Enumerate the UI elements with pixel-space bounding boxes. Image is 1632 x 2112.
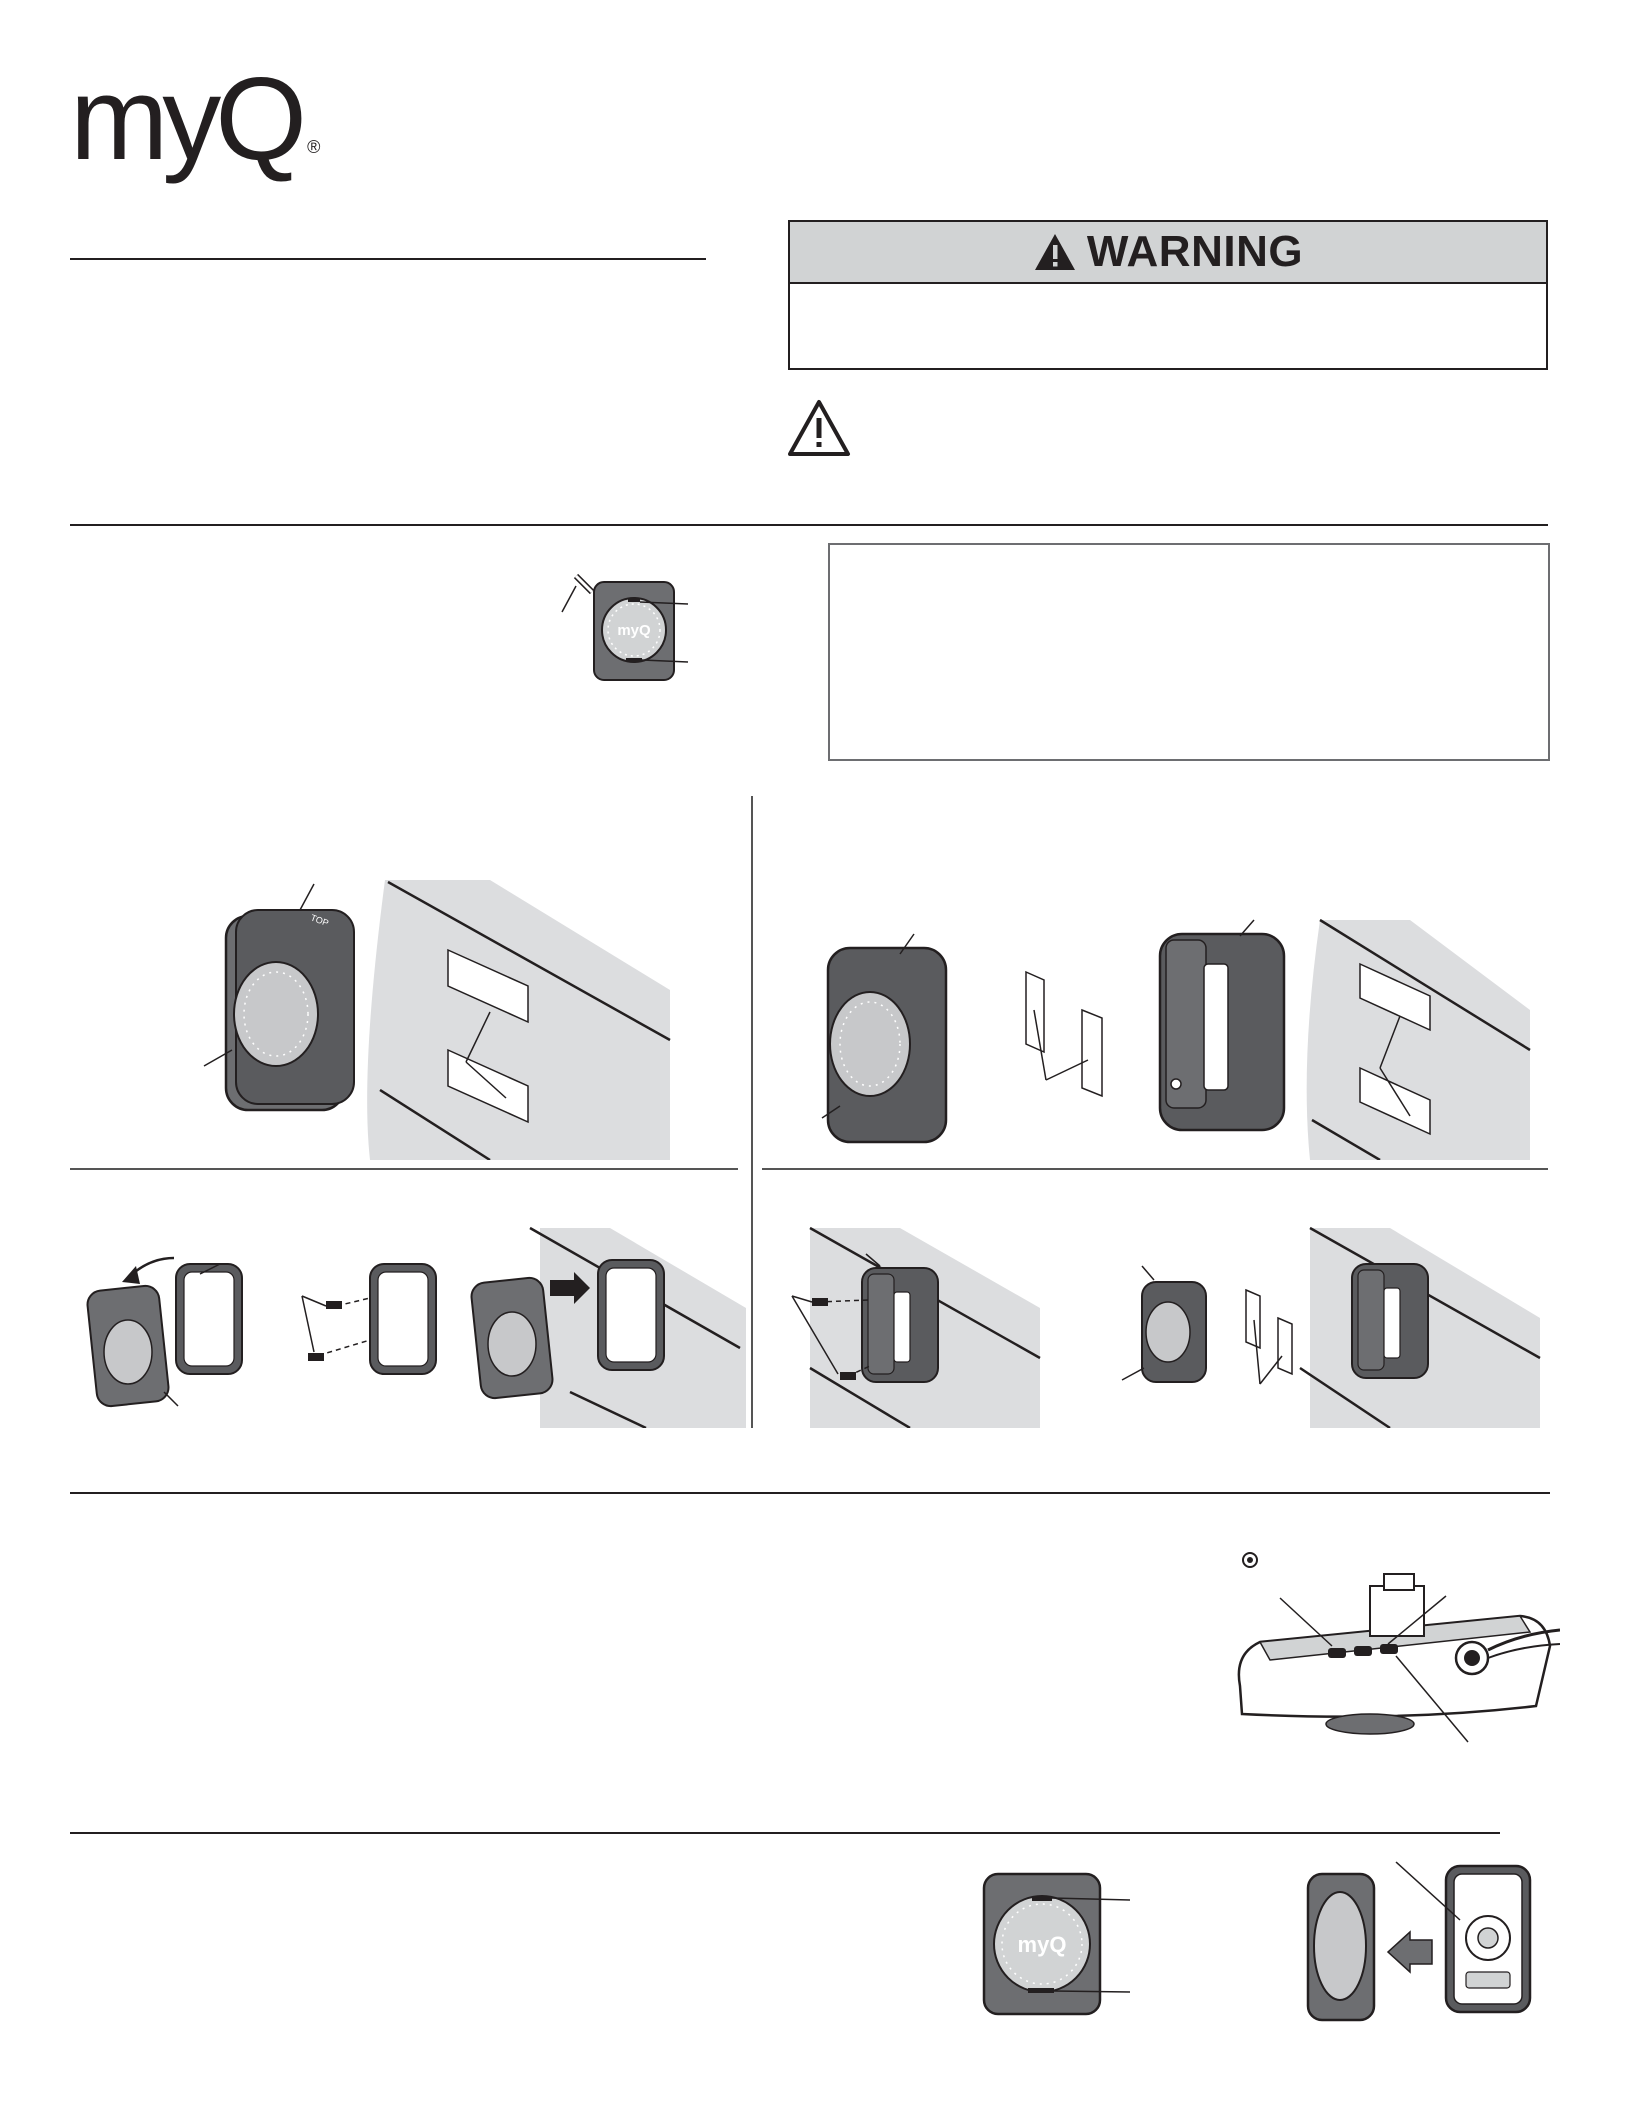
cover-removal-illustration: [1300, 1858, 1540, 2028]
bracket-screw-steps-illustration: [770, 1208, 1550, 1428]
warning-heading: WARNING: [1086, 227, 1304, 276]
section-rule-2: [70, 1492, 1550, 1494]
title-rule: [70, 258, 706, 260]
bracket-mount-illustration: [820, 900, 1550, 1160]
screw-mount-steps-illustration: [70, 1208, 746, 1428]
myq-logo: [70, 53, 321, 185]
registered-mark: ®: [307, 137, 321, 157]
device-pull-tab-illustration: [558, 568, 698, 688]
section-rule-1: [70, 524, 1548, 526]
section-rule-3: [70, 1832, 1500, 1834]
warning-box: [788, 220, 1548, 370]
panel-divider-vertical: [751, 796, 753, 1428]
warning-header: [790, 222, 1546, 284]
notice-box: [828, 543, 1550, 761]
logo-text: myQ: [70, 53, 302, 185]
caution-outline-icon: [786, 398, 852, 458]
opener-learn-button-illustration: [1220, 1546, 1560, 1746]
adhesive-mount-illustration: [190, 870, 710, 1160]
panel-divider-right: [762, 1168, 1548, 1170]
panel-divider-left: [70, 1168, 738, 1170]
warning-triangle-icon: [1033, 232, 1077, 272]
device-top-label: TOP: [309, 912, 330, 929]
device-front-logo-label: myQ: [1017, 1932, 1067, 1957]
device-front-illustration: [976, 1866, 1136, 2026]
device-logo-label: myQ: [617, 622, 651, 639]
